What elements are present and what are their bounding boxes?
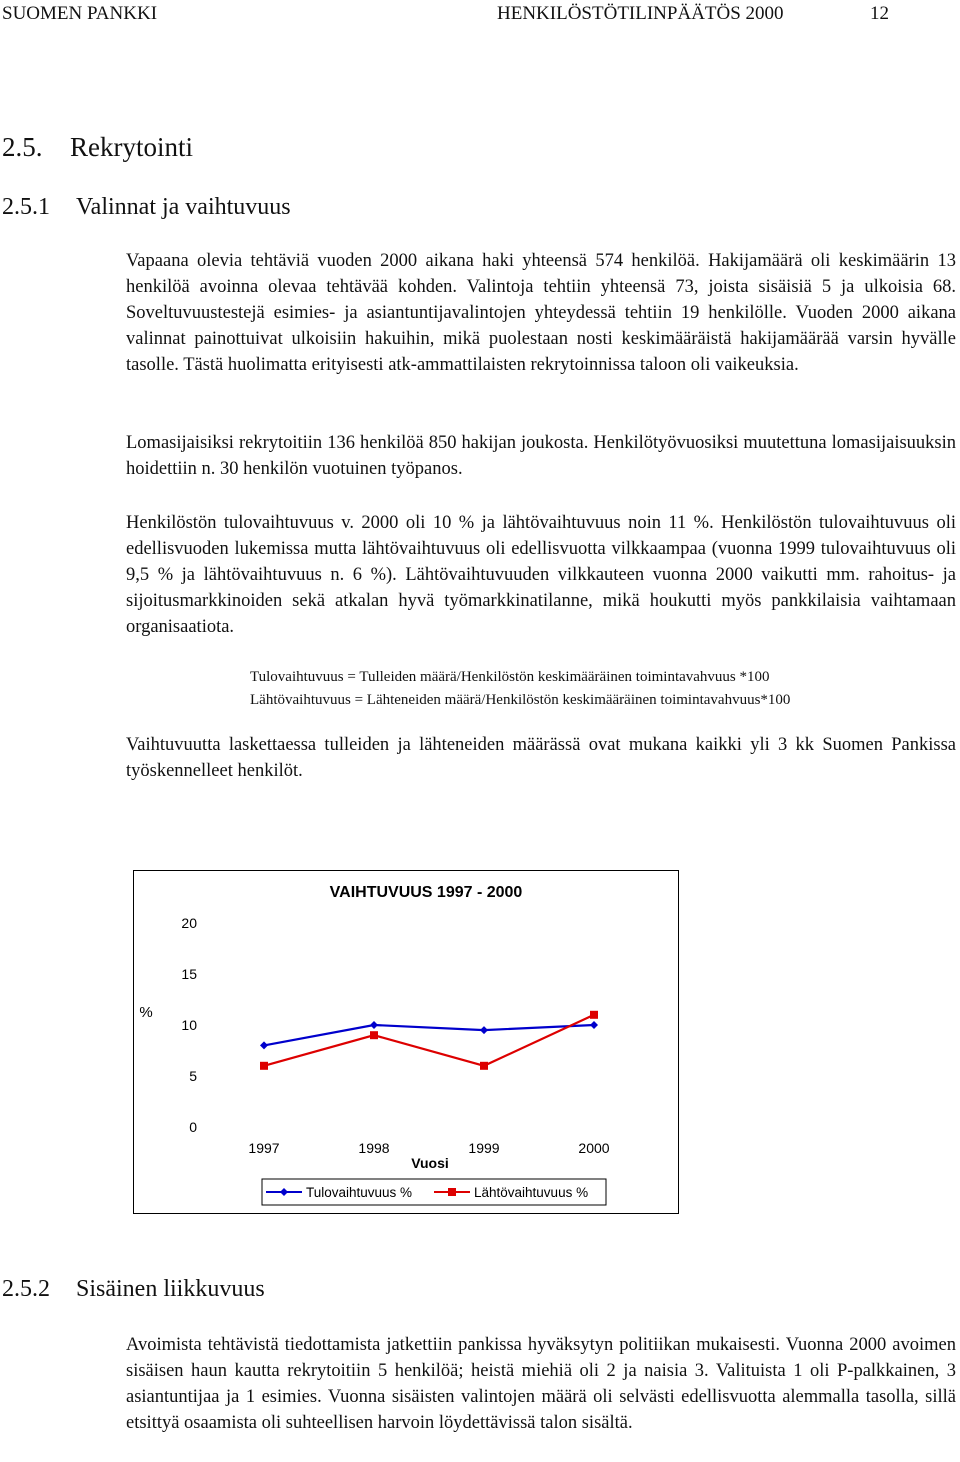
y-tick-label: 20 bbox=[181, 915, 197, 931]
paragraph-calculation-note: Vaihtuvuutta laskettaessa tulleiden ja lähteneiden määrässä ovat mukana kaikki yli 3 kk Suomen Pankissa työskennelleet henkilöt. bbox=[126, 735, 956, 781]
header-page-number: 12 bbox=[870, 3, 889, 24]
data-point-outflow bbox=[480, 1062, 488, 1070]
chart-y-label: % bbox=[139, 1004, 153, 1021]
data-point-inflow bbox=[480, 1026, 488, 1034]
data-point-outflow bbox=[370, 1031, 378, 1039]
section-heading bbox=[2, 132, 193, 163]
subsection-heading-2 bbox=[2, 1276, 265, 1303]
paragraph-internal-mobility: Avoimista tehtävistä tiedottamista jatkettiin pankissa hyväksytyn politiikan mukaisesti. Vuonna 2000 avoimen sisäisen haun kautta rekrytoitiin 5 henkilöä; heistä miehiä oli 2 ja naisia 3. Valituista 1 oli P-palkkainen, 3 asiantuntijaa ja 1 esimies. Vuonna sisäisten valintojen määrä oli selvästi edellisvuotta alemmalla tasolla, sillä etsittyä osaamista oli suhteellisen harvoin löydettävissä talon sisältä. bbox=[126, 1335, 956, 1433]
formula-inflow: Tulovaihtuvuus = Tulleiden määrä/Henkilöstön keskimääräinen toimintavahvuus *100 bbox=[250, 669, 770, 685]
paragraph-turnover: Henkilöstön tulovaihtuvuus v. 2000 oli 10 % ja lähtövaihtuvuus noin 11 %. Henkilöstön tulovaihtuvuus oli edellisvuoden lukemissa mutta lähtövaihtuvuus oli edellisvuotta vilkkaampaa (vuonna 1999 tulovaihtuvuus oli 9,5 % ja lähtövaihtuvuus n. 6 %). Lähtövaihtuvuuden vilkkauteen vuonna 2000 vaikutti mm. rahoitus- ja sijoitusmarkkinoiden sekä atkalan hyvä työmarkkinatilanne, mikä houkutti myös pankkilaisia vaihtamaan organisaatiota. bbox=[126, 513, 956, 637]
chart-x-label: Vuosi bbox=[411, 1155, 449, 1171]
series-line-0 bbox=[264, 1025, 594, 1045]
paragraph-substitutes: Lomasijaisiksi rekrytoitiin 136 henkilöä 850 hakijan joukosta. Henkilötyövuosiksi muutettuna lomasijaisuuksin hoidettiin n. 30 henkilön vuotuinen työpanos. bbox=[126, 433, 956, 479]
data-point-inflow bbox=[590, 1021, 598, 1029]
x-tick-label: 2000 bbox=[578, 1140, 610, 1156]
paragraph-selections: Vapaana olevia tehtäviä vuoden 2000 aikana haki yhteensä 574 henkilöä. Hakijamäärä oli keskimäärin 13 henkilöä avoinna olevaa tehtävää kohden. Valintoja tehtiin yhteensä 73, joista sisäisiä 5 ja ulkoisia 68. Soveltuvuustestejä esimies- ja asiantuntijavalintojen yhteydessä tehtiin 19 henkilölle. Vuoden 2000 aikana valinnat painottuivat ulkoisiin hakuihin, mikä puolestaan nosti keskimääräistä hakijamäärää varsin hyvälle tasolle. Tästä huolimatta erityisesti atk-ammattilaisten rekrytoinnissa taloon oli vaikeuksia. bbox=[126, 251, 956, 375]
y-tick-label: 15 bbox=[181, 966, 197, 982]
chart-title: VAIHTUVUUS 1997 - 2000 bbox=[329, 884, 523, 901]
header-org: SUOMEN PANKKI bbox=[2, 3, 158, 24]
series-line-1 bbox=[264, 1015, 594, 1066]
legend-marker-outflow bbox=[448, 1188, 456, 1196]
chart-series bbox=[260, 1011, 598, 1070]
chart-x-ticks bbox=[248, 1140, 609, 1156]
data-point-outflow bbox=[260, 1062, 268, 1070]
chart-legend bbox=[262, 1179, 606, 1205]
data-point-outflow bbox=[590, 1011, 598, 1019]
formula-block bbox=[250, 666, 950, 711]
y-tick-label: 5 bbox=[189, 1068, 197, 1084]
subsection-title-1: Valinnat ja vaihtuvuus bbox=[76, 194, 291, 220]
section-title: Rekrytointi bbox=[70, 132, 193, 162]
subsection-heading-1 bbox=[2, 194, 291, 221]
section-number: 2.5. bbox=[2, 132, 43, 162]
header-doc-title: HENKILÖSTÖTILINPÄÄTÖS 2000 bbox=[497, 3, 784, 24]
subsection-number-1: 2.5.1 bbox=[2, 194, 50, 220]
legend-label-outflow: Lähtövaihtuvuus % bbox=[474, 1185, 589, 1200]
y-tick-label: 0 bbox=[189, 1119, 197, 1135]
subsection-title-2: Sisäinen liikkuvuus bbox=[76, 1276, 265, 1302]
subsection-number-2: 2.5.2 bbox=[2, 1276, 50, 1302]
x-tick-label: 1997 bbox=[248, 1140, 280, 1156]
legend-label-inflow: Tulovaihtuvuus % bbox=[306, 1185, 413, 1200]
formula-outflow: Lähtövaihtuvuus = Lähteneiden määrä/Henkilöstön keskimääräinen toimintavahvuus*100 bbox=[250, 691, 791, 708]
turnover-chart bbox=[133, 870, 679, 1214]
x-tick-label: 1999 bbox=[468, 1140, 500, 1156]
data-point-inflow bbox=[370, 1021, 378, 1029]
y-tick-label: 10 bbox=[181, 1017, 197, 1033]
page-header bbox=[0, 0, 960, 28]
x-tick-label: 1998 bbox=[358, 1140, 390, 1156]
chart-y-ticks bbox=[181, 915, 197, 1135]
data-point-inflow bbox=[260, 1041, 268, 1049]
turnover-chart-svg bbox=[134, 871, 678, 1213]
